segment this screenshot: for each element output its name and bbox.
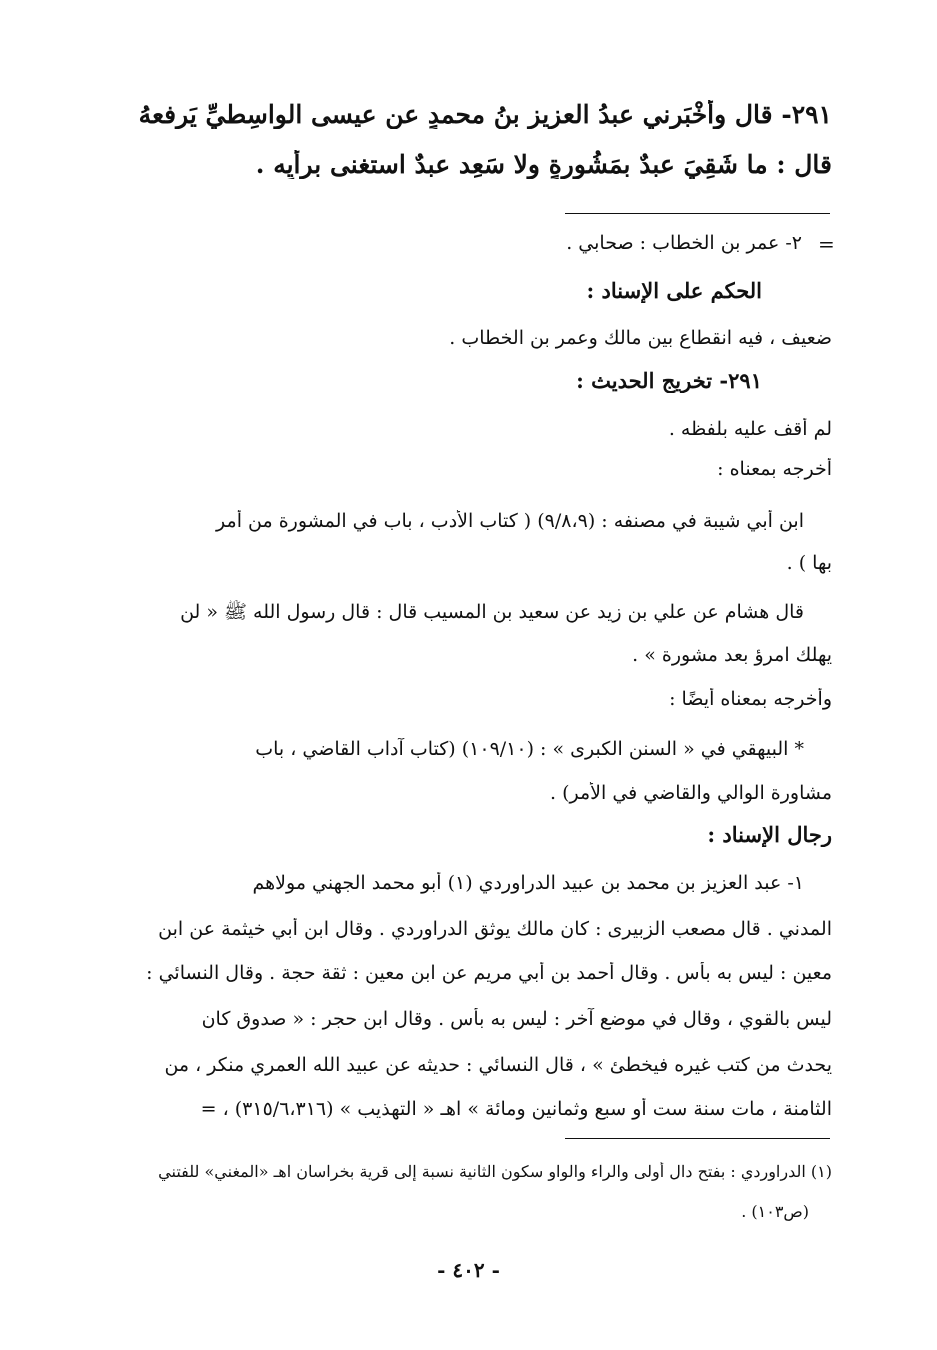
separator-rule (565, 213, 830, 214)
footnote-separator (565, 1138, 830, 1139)
narrator-1-line-6: الثامنة ، مات سنة ست أو سبع وثمانين ومائة » اهـ « التهذيب » (٣١٥/٦،٣١٦) ، = (200, 1098, 832, 1120)
hadith-line-2: قال : ما شَقِيَ عبدٌ بمَشُورةٍ ولا سَعِد عبدٌ استغنى برأيِه . (255, 150, 832, 179)
bayhaqi-line-2: مشاورة الوالي والقاضي في الأمر) . (550, 782, 832, 804)
source-line-1: ابن أبي شيبة في مصنفه : (٩/٨،٩) ( كتاب الأدب ، باب في المشورة من أمر (216, 510, 804, 532)
section-heading-narrators: رجال الإسناد : (707, 822, 832, 847)
source-line-2: بها ) . (786, 552, 832, 574)
narrator-1-line-5: يحدث من كتب غيره فيخطئ » ، قال النسائي : حديثه عن عبيد الله العمري منكر ، من (164, 1054, 832, 1076)
takhrij-subheading: أخرجه بمعناه : (717, 458, 832, 480)
narrator-2-line: ٢- عمر بن الخطاب : صحابي . (566, 232, 802, 254)
narrator-1-line-4: ليس بالقوي ، وقال في موضع آخر : ليس به بأس . وقال ابن حجر : « صدوق كان (201, 1008, 832, 1030)
page-number: - ٤٠٢ - (437, 1258, 500, 1282)
hadith-line-1: ٢٩١- قال وأَخْبَرني عبدُ العزيزِ بنُ محمدٍ عن عيسى الواسِطيِّ يَرفعهُ (138, 100, 832, 129)
section-heading-takhrij: ٢٩١- تخريج الحديث : (576, 368, 762, 393)
continuation-mark: = (818, 232, 835, 256)
footnote-line-2: (ص١٠٣) . (741, 1202, 809, 1221)
narrator-1-line-2: المدني . قال مصعب الزبيرى : كان مالك يوثق الدراوردي . وقال ابن أبي خيثمة عن ابن (158, 918, 832, 940)
narrator-1-line-3: معين : ليس به بأس . وقال أحمد بن أبي مريم عن ابن معين : ثقة حجة . وقال النسائي : (146, 962, 832, 984)
hadith-text-line-2: يهلك امرؤ بعد مشورة » . (632, 644, 832, 666)
narrator-1-line-1: ١- عبد العزيز بن محمد بن عبيد الدراوردي (١) أبو محمد الجهني مولاهم (252, 872, 804, 894)
bayhaqi-line-1: * البيهقي في « السنن الكبرى » : (١٠٩/١٠) (كتاب آداب القاضي ، باب (255, 738, 804, 760)
section-heading-ruling: الحكم على الإسناد : (586, 278, 762, 303)
also-narrated-heading: وأخرجه بمعناه أيضًا : (669, 688, 832, 710)
footnote-line-1: (١) الدراوردي : بفتح دال أولى والراء والواو سكون الثانية نسبة إلى قرية بخراسان اهـ «المغني» للفتني (158, 1162, 832, 1181)
takhrij-text: لم أقف عليه بلفظه . (668, 418, 832, 440)
ruling-text: ضعيف ، فيه انقطاع بين مالك وعمر بن الخطاب . (449, 327, 832, 349)
hadith-text-line-1: قال هشام عن علي بن زيد عن سعيد بن المسيب قال : قال رسول الله ﷺ « لن (180, 601, 804, 623)
